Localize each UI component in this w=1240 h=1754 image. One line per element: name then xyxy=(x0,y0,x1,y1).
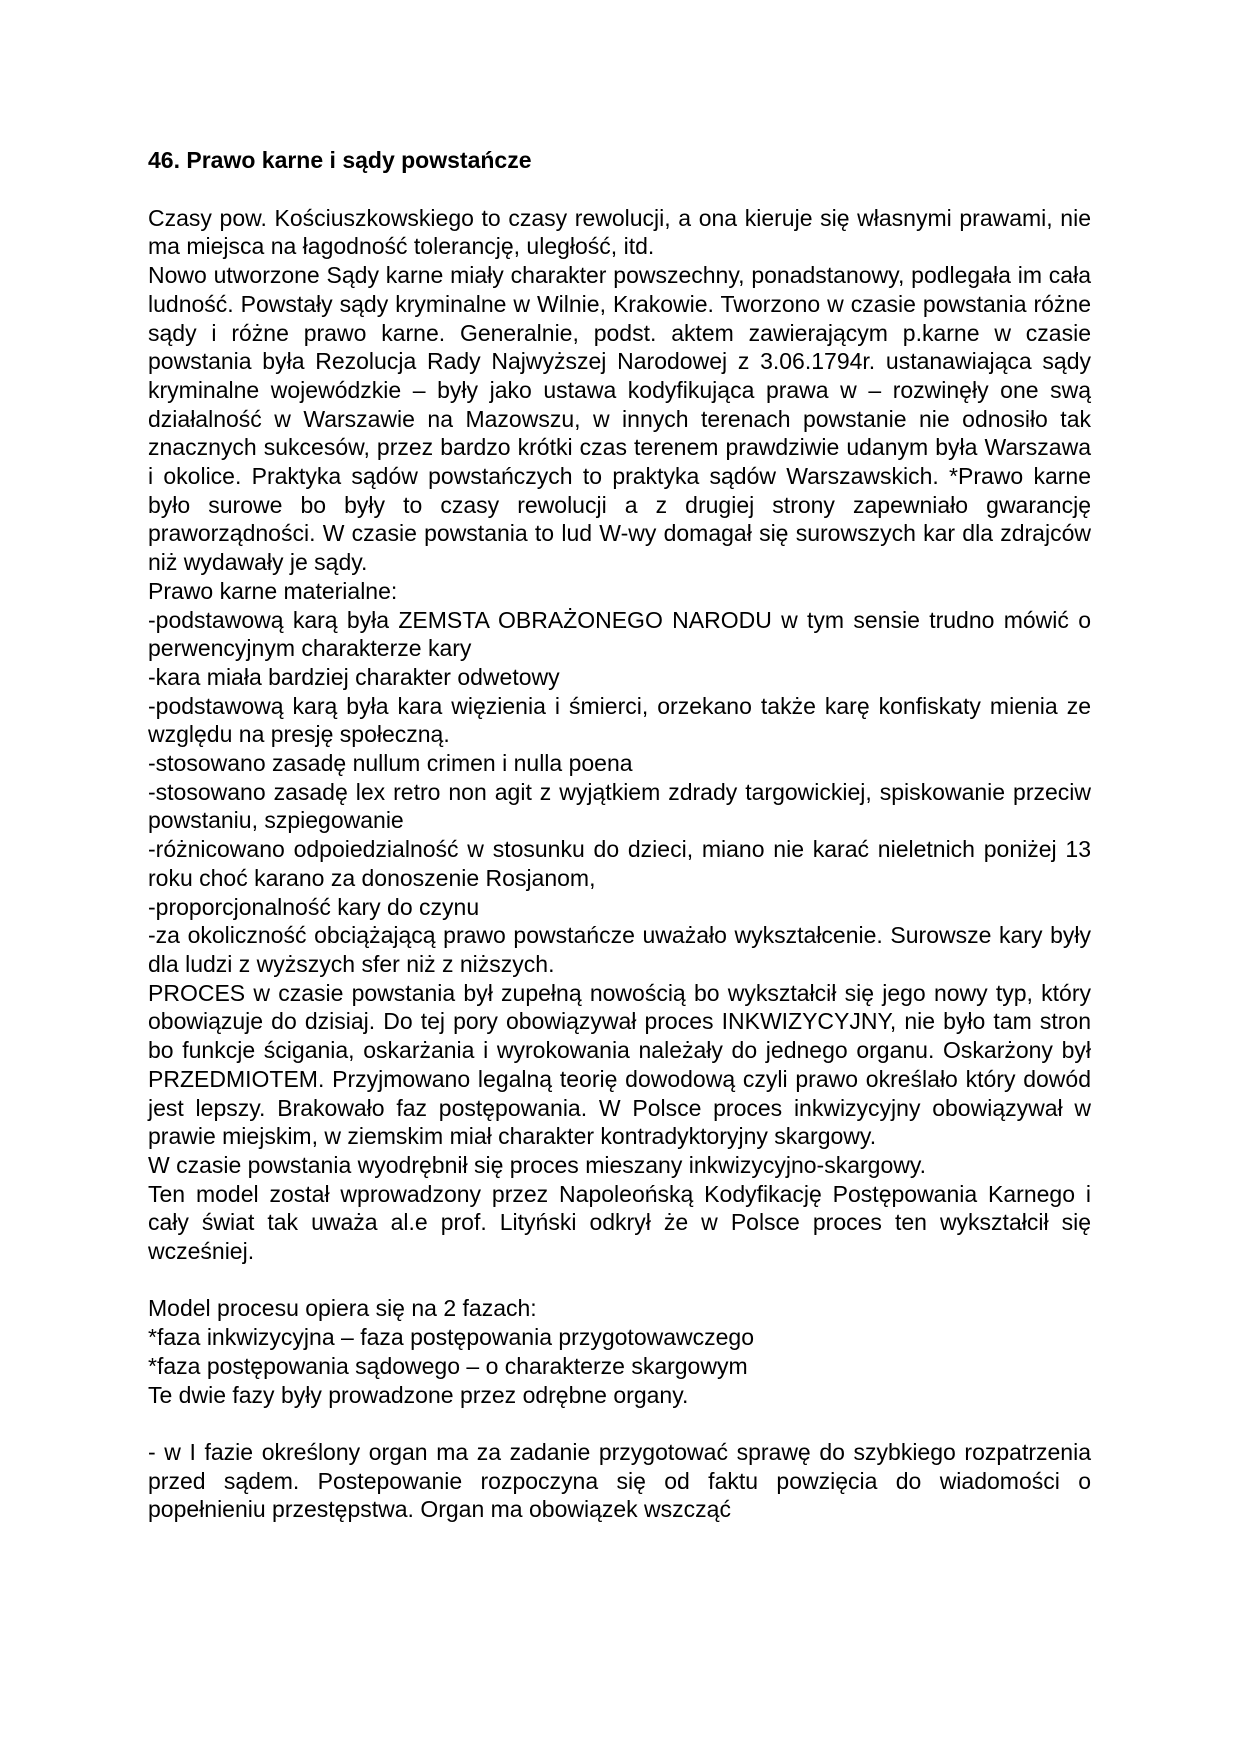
list-item: -różnicowano odpoiedzialność w stosunku do dzieci, miano nie karać nieletnich poniżej 13 roku choć karano za donoszenie Rosjanom, xyxy=(148,836,1091,891)
paragraph: Ten model został wprowadzony przez Napoleońską Kodyfikację Postępowania Karnego i cały świat tak uważa al.e prof. Lityński odkrył że w Polsce proces ten wykształcił się wcześniej. xyxy=(148,1180,1091,1265)
paragraph: Czasy pow. Kościuszkowskiego to czasy rewolucji, a ona kieruje się własnymi prawami, nie ma miejsca na łagodność tolerancję, uległość, itd. xyxy=(148,204,1091,260)
paragraph: Nowo utworzone Sądy karne miały charakter powszechny, ponadstanowy, podlegała im cała ludność. Powstały sądy kryminalne w Wilnie, Krakowie. Tworzono w czasie powstania różne sądy i różne prawo karne. Generalnie, podst. aktem zawierającym p.karne w czasie powstania była Rezolucja Rady Najwyższej Narodowej z 3.06.1794r. ustanawiająca sądy kryminalne wojewódzkie – były jako ustawa kodyfikująca prawa w – rozwinęły one swą działalność w Warszawie na Mazowszu, w innych terenach powstanie nie odnosiło tak znacznych sukcesów, przez bardzo krótki czas terenem prawdziwie udanym była Warszawa i okolice. Praktyka sądów powstańczych to praktyka sądów Warszawskich. *Prawo karne było surowe bo były to czasy rewolucji a z drugiej strony zapewniało gwarancję praworządności. W czasie powstania to lud W-wy domagał się surowszych kar dla zdrajców niż wydawały je sądy. xyxy=(148,262,1091,576)
list-item: -za okoliczność obciążającą prawo powstańcze uważało wykształcenie. Surowsze kary były dla ludzi z wyższych sfer niż z niższych. xyxy=(148,922,1091,977)
page-title: 46. Prawo karne i sądy powstańcze xyxy=(148,147,532,173)
list-item: -podstawową karą była ZEMSTA OBRAŻONEGO NARODU w tym sensie trudno mówić o perwencyjnym charakterze kary xyxy=(148,606,1091,662)
paragraph: Prawo karne materialne: xyxy=(148,577,398,604)
document-body xyxy=(148,146,1091,1524)
list-item: -proporcjonalność kary do czynu xyxy=(148,893,480,920)
paragraph: PROCES w czasie powstania był zupełną nowością bo wykształcił się jego nowy typ, który obowiązuje do dzisiaj. Do tej pory obowiązywał proces INKWIZYCYJNY, nie było tam stron bo funkcje ścigania, oskarżania i wyrokowania należały do jednego organu. Oskarżony był PRZEDMIOTEM. Przyjmowano legalną teorię dowodową czyli prawo określało który dowód jest lepszy. Brakowało faz postępowania. W Polsce proces inkwizycyjny obowiązywał w prawie miejskim, w ziemskim miał charakter kontradyktoryjny skargowy. xyxy=(148,979,1091,1150)
blank-line xyxy=(148,1409,1091,1438)
paragraph: Te dwie fazy były prowadzone przez odrębne organy. xyxy=(148,1381,689,1408)
list-item: *faza postępowania sądowego – o charakterze skargowym xyxy=(148,1352,748,1379)
paragraph: - w I fazie określony organ ma za zadanie przygotować sprawę do szybkiego rozpatrzenia przed sądem. Postepowanie rozpoczyna się od faktu powzięcia do wiadomości o popełnieniu przestępstwa. Organ ma obowiązek wszcząć xyxy=(148,1438,1091,1523)
list-item: -stosowano zasadę lex retro non agit z wyjątkiem zdrady targowickiej, spiskowanie przeciw powstaniu, szpiegowanie xyxy=(148,778,1091,834)
blank-line xyxy=(148,1266,1091,1295)
list-item: -kara miała bardziej charakter odwetowy xyxy=(148,663,560,690)
paragraph: Model procesu opiera się na 2 fazach: xyxy=(148,1295,537,1322)
list-item: *faza inkwizycyjna – faza postępowania przygotowawczego xyxy=(148,1324,754,1351)
list-item: -podstawową karą była kara więzienia i śmierci, orzekano także karę konfiskaty mienia ze względu na presję społeczną. xyxy=(148,692,1091,748)
list-item: -stosowano zasadę nullum crimen i nulla poena xyxy=(148,750,633,777)
paragraph: W czasie powstania wyodrębnił się proces mieszany inkwizycyjno-skargowy. xyxy=(148,1151,927,1178)
